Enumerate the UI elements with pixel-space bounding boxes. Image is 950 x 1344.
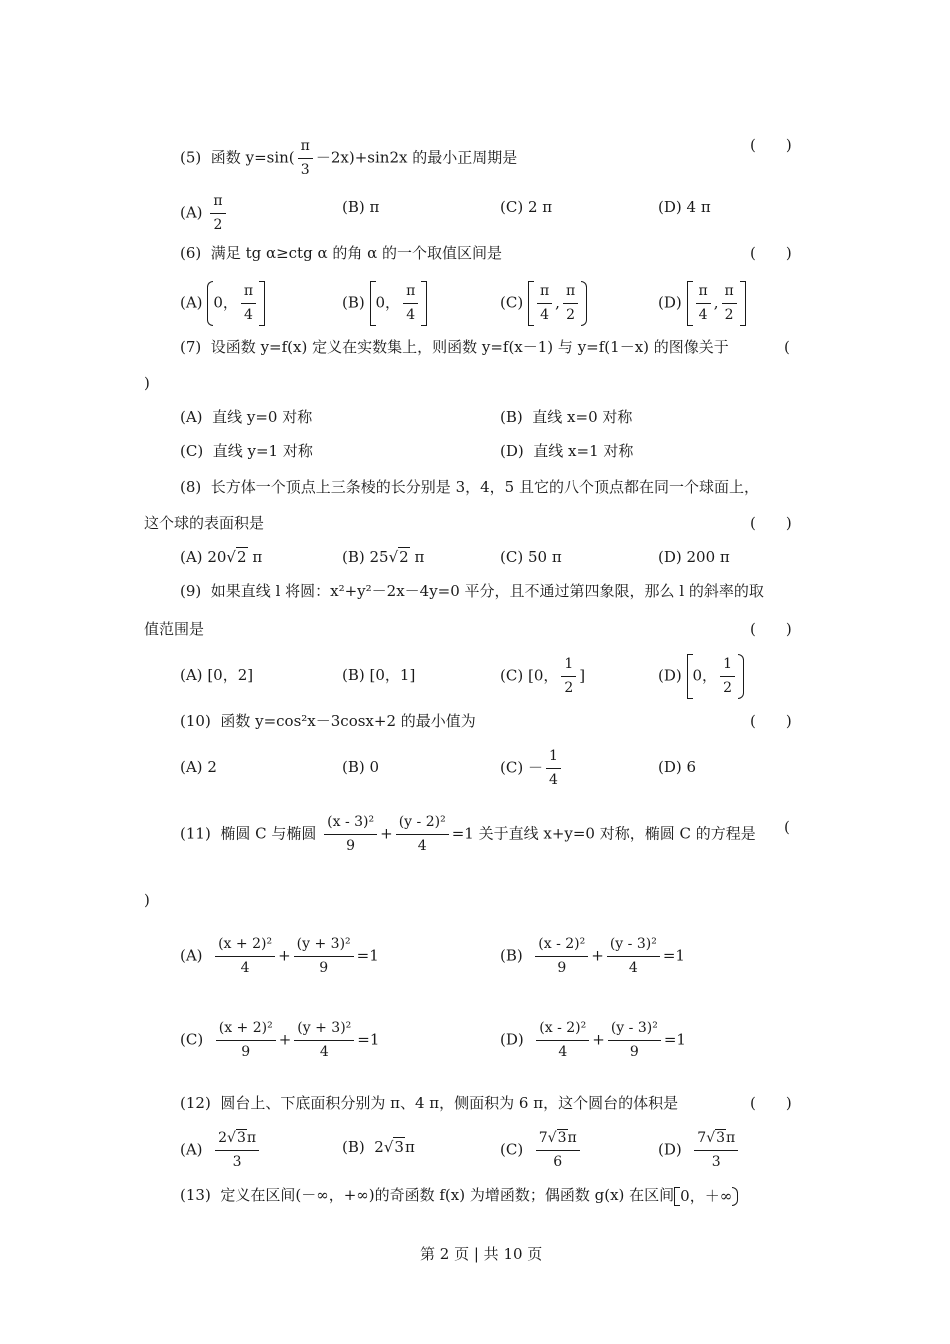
q9-option-b: (B) [0，1] [342,666,416,684]
q11-option-c: (C) $\frac{\text{(x + 2)²}}{9}$ + $\frac{\text{(y + 3)²}}{4}$ =1 [180,1020,380,1060]
q9-option-c: (C) [0， $\frac{1}{2}$ ] [500,656,586,696]
q6-option-b: (B) 0， $\frac{\pi}{4}$ [342,283,427,324]
q5-answer-paren: ( ) [750,136,792,154]
q8-option-b: (B) 25√2 π [342,548,425,566]
q13-interval: 0，＋∞ [674,1189,738,1204]
q11-option-b: (B) $\frac{\text{(x - 2)²}}{9}$ + $\frac{\text{(y - 3)²}}{4}$ =1 [500,936,685,976]
page-footer: 第 2 页 | 共 10 页 [420,1245,543,1263]
q13-stem: (13) 定义在区间(－∞，+∞)的奇函数 f(x) 为增函数；偶函数 g(x) 在区间 0，＋∞ [180,1188,738,1204]
q9-option-a: (A) [0，2] [180,666,254,684]
q11-option-d: (D) $\frac{\text{(x - 2)²}}{4}$ + $\frac{\text{(y - 3)²}}{9}$ =1 [500,1020,686,1060]
q11-stem: (11) 椭圆 C 与椭圆 $\frac{\text{(x - 3)²}}{9}$ + $\frac{\text{(y - 2)²}}{4}$ =1 关于直线 x+y=0 对称，椭圆 C 的方程是 [180,814,756,854]
q12-answer-paren: ( ) [750,1094,792,1112]
q9-stem-line1: (9) 如果直线 l 将圆：x²+y²－2x－4y=0 平分，且不通过第四象限，那么 l 的斜率的取 [180,582,764,600]
q9-stem-line2: 值范围是 [144,620,205,638]
q11-option-a: (A) $\frac{\text{(x + 2)²}}{4}$ + $\frac{\text{(y + 3)²}}{9}$ =1 [180,936,379,976]
q12-option-d: (D) $\frac{7√3\pi}{3}$ [658,1130,741,1171]
q12-option-b: (B) 2√3π [342,1138,415,1156]
sqrt-sign: √ [226,548,236,566]
q8-option-d: (D) 200 π [658,548,730,566]
q6-option-a: (A) 0， $\frac{\pi}{4}$ [180,283,265,324]
q10-answer-paren: ( ) [750,712,792,730]
q5-option-d: (D) 4 π [658,198,711,216]
q5-option-a: (A) $\frac{\pi}{2}$ [180,193,229,234]
q8-option-c: (C) 50 π [500,548,562,566]
q6-answer-paren: ( ) [750,244,792,262]
q10-stem: (10) 函数 y=cos²x－3cosx+2 的最小值为 [180,712,476,730]
q10-option-c: (C) － $\frac{1}{4}$ [500,748,564,789]
q10-option-a: (A) 2 [180,758,217,776]
q7-option-d: (D) 直线 x=1 对称 [500,442,634,460]
q8-option-a: (A) 20√2 π [180,548,263,566]
q5-option-c: (C) 2 π [500,198,553,216]
q11-paren-close: ) [144,891,150,909]
q7-paren-close: ) [144,374,150,392]
q12-option-c: (C) $\frac{7√3\pi}{6}$ [500,1130,583,1171]
q12-option-a: (A) $\frac{2√3\pi}{3}$ [180,1130,262,1171]
q7-option-b: (B) 直线 x=0 对称 [500,408,633,426]
q6-stem: (6) 满足 tg α≥ctg α 的角 α 的一个取值区间是 [180,244,503,262]
q12-stem: (12) 圆台上、下底面积分别为 π、4 π，侧面积为 6 π，这个圆台的体积是 [180,1094,679,1112]
q10-option-b: (B) 0 [342,758,380,776]
q7-paren-open: ( [784,338,790,356]
q5-stem: (5) 函数 y=sin( $\frac{\pi}{3}$ －2x)+sin2x 的最小正周期是 [180,138,518,178]
q5-option-b: (B) π [342,198,380,216]
q7-option-c: (C) 直线 y=1 对称 [180,442,313,460]
q6-option-d: (D) $\frac{\pi}{4}$ , $\frac{\pi}{2}$ [658,283,746,324]
q7-option-a: (A) 直线 y=0 对称 [180,408,313,426]
q7-stem: (7) 设函数 y=f(x) 定义在实数集上，则函数 y=f(x－1) 与 y=f(1－x) 的图像关于 [180,338,729,356]
q8-answer-paren: ( ) [750,514,792,532]
q11-paren-open: ( [784,818,790,836]
sqrt-sign: √ [388,548,399,566]
q8-stem-line2: 这个球的表面积是 [144,514,265,532]
q9-answer-paren: ( ) [750,620,792,638]
q6-option-c: (C) $\frac{\pi}{4}$ , $\frac{\pi}{2}$ [500,283,587,324]
q8-stem-line1: (8) 长方体一个顶点上三条棱的长分别是 3，4，5 且它的八个顶点都在同一个球面上， [180,478,759,496]
q10-option-d: (D) 6 [658,758,697,776]
q9-option-d: (D) 0， $\frac{1}{2}$ [658,656,744,697]
